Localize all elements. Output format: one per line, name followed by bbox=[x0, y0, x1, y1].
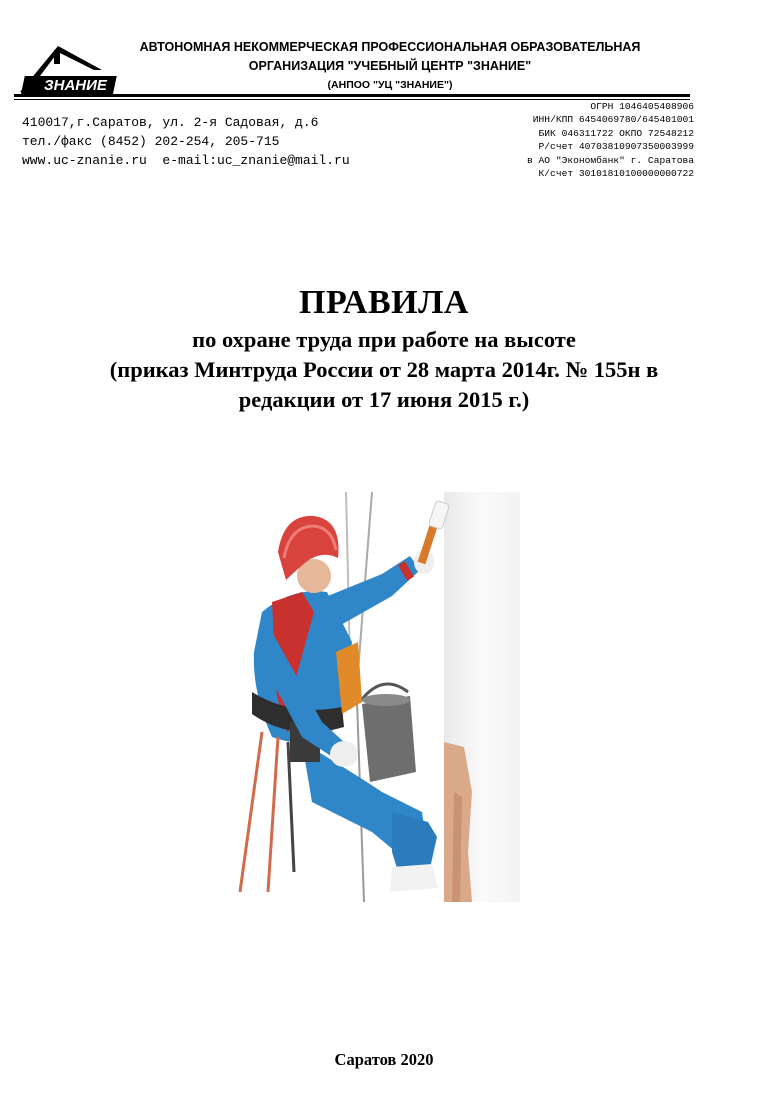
settlement-account: Р/счет 40703810907350003999 bbox=[538, 141, 694, 153]
web-email: www.uc-znanie.ru e-mail:uc_znanie@mail.ru bbox=[22, 153, 350, 168]
city-year: Саратов 2020 bbox=[334, 1050, 434, 1069]
document-title bbox=[30, 282, 738, 414]
header-divider-thick bbox=[14, 94, 690, 97]
bank-details bbox=[527, 100, 694, 180]
inn-kpp: ИНН/КПП 6454069780/645401001 bbox=[532, 114, 694, 126]
organization-name bbox=[100, 38, 680, 95]
bank-name: в АО "Экономбанк" г. Саратова bbox=[527, 154, 694, 166]
address: 410017,г.Саратов, ул. 2-я Садовая, д.6 bbox=[22, 115, 319, 130]
org-line-2: ОРГАНИЗАЦИЯ "УЧЕБНЫЙ ЦЕНТР "ЗНАНИЕ" bbox=[248, 59, 532, 73]
title-line-2: (приказ Минтруда России от 28 марта 2014г. № 155н в bbox=[109, 357, 659, 382]
logo-text: ЗНАНИЕ bbox=[44, 77, 107, 94]
contact-info bbox=[22, 113, 350, 170]
title-main: ПРАВИЛА bbox=[299, 284, 469, 321]
correspondent-account: К/счет 30101810100000000722 bbox=[538, 168, 694, 180]
climber-illustration bbox=[232, 492, 520, 902]
org-line-3: (АНПОО "УЦ "ЗНАНИЕ") bbox=[327, 79, 453, 91]
title-line-1: по охране труда при работе на высоте bbox=[192, 327, 576, 352]
phone-fax: тел./факс (8452) 202-254, 205-715 bbox=[22, 134, 280, 149]
org-line-1: АВТОНОМНАЯ НЕКОММЕРЧЕСКАЯ ПРОФЕССИОНАЛЬНАЯ ОБРАЗОВАТЕЛЬНАЯ bbox=[139, 40, 641, 54]
title-line-3: редакции от 17 июня 2015 г.) bbox=[238, 387, 530, 412]
bik-okpo: БИК 046311722 ОКПО 72548212 bbox=[538, 127, 694, 139]
ogrn: ОГРН 1046405408906 bbox=[590, 101, 694, 112]
